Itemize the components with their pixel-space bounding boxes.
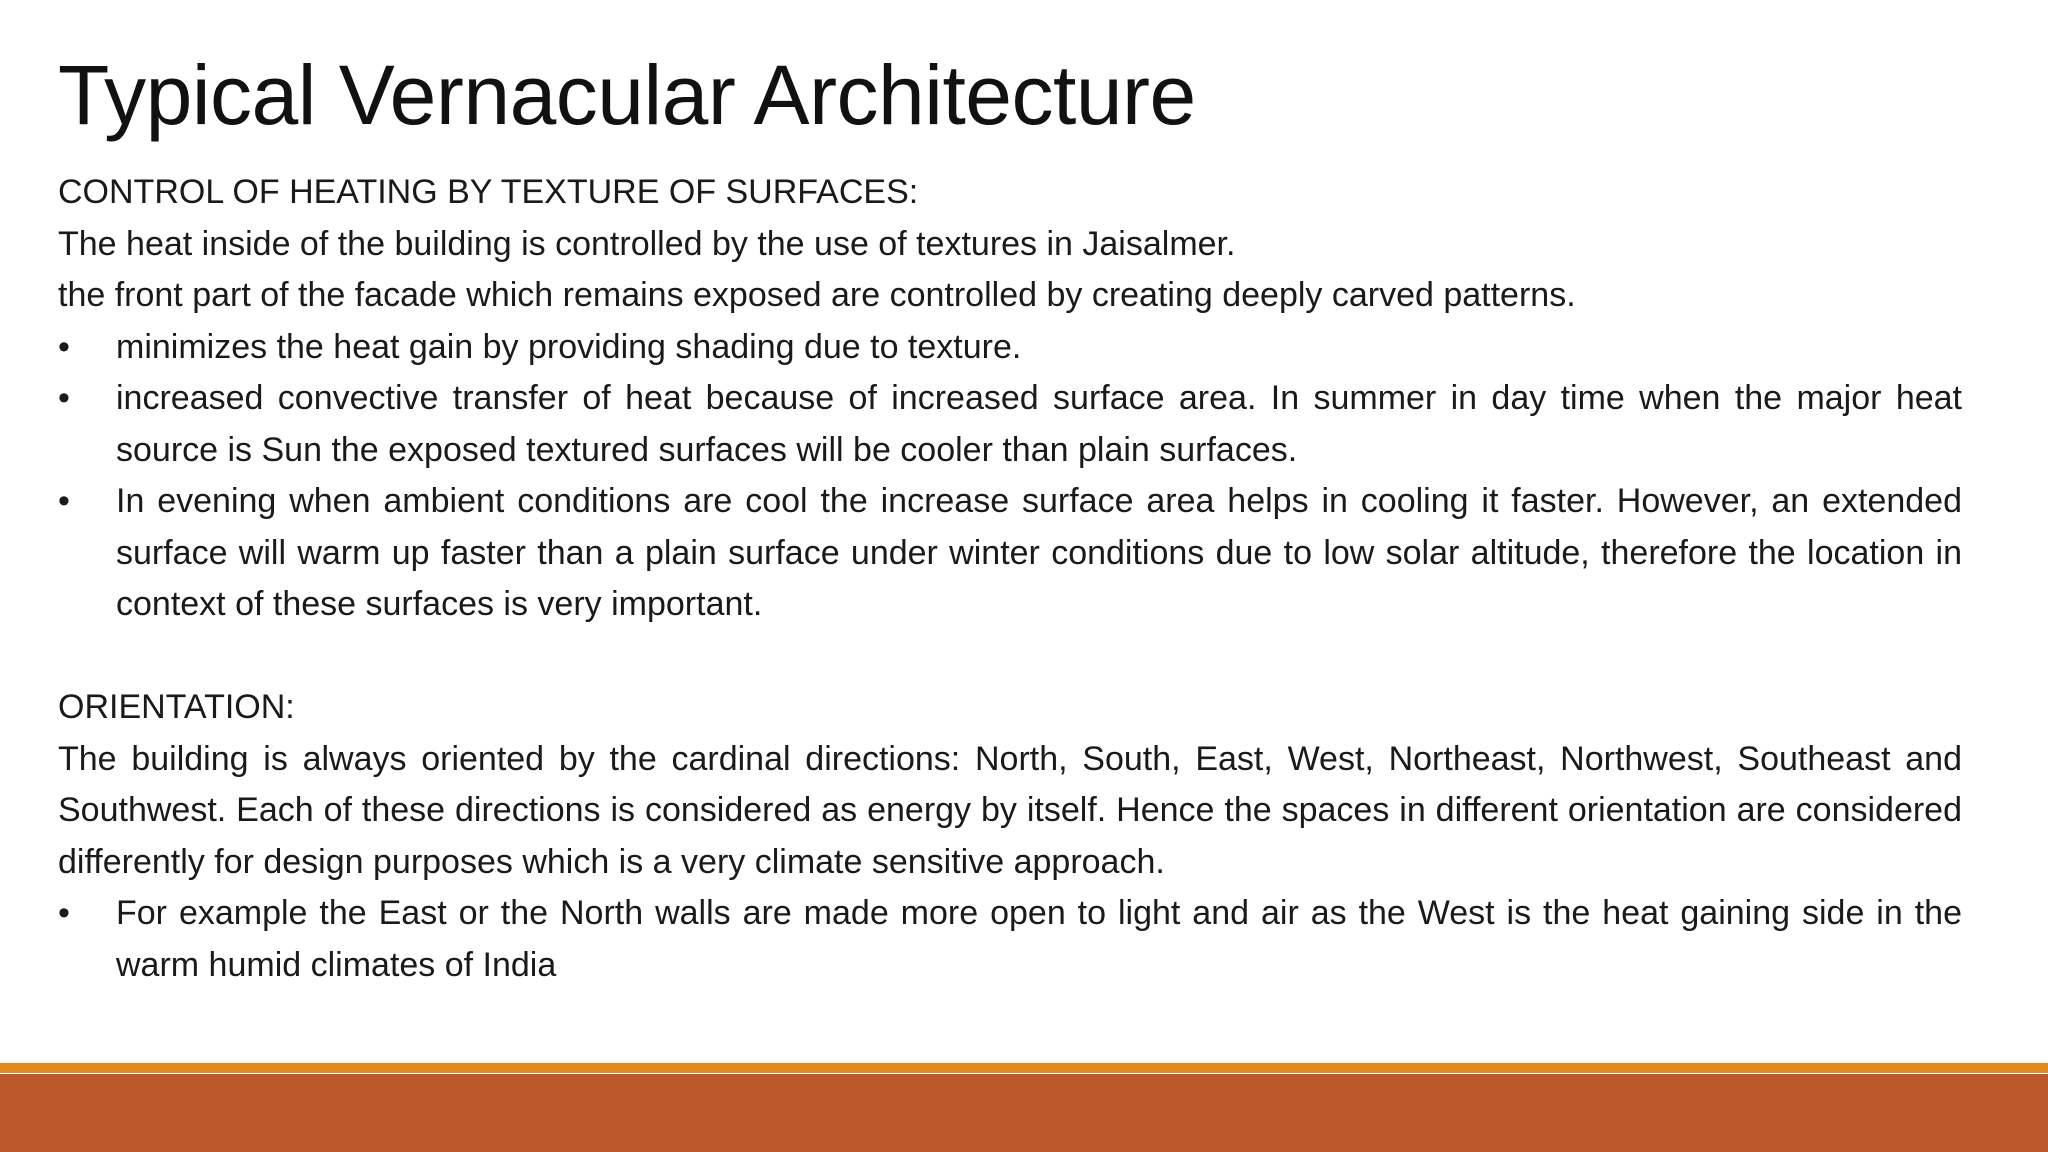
- footer-accent-line: [0, 1063, 2048, 1073]
- bullet-icon: •: [58, 379, 70, 417]
- list-item-text: For example the East or the North walls are made more open to light and air as the West is the heat gaining side in the warm humid climates of India: [116, 894, 1962, 984]
- list-item: [58, 322, 1962, 374]
- footer-bar: [0, 1074, 2048, 1152]
- body-line: the front part of the facade which remains exposed are controlled by creating deeply carved patterns.: [58, 276, 1576, 314]
- list-item: [58, 373, 1962, 476]
- body-line: The heat inside of the building is controlled by the use of textures in Jaisalmer.: [58, 224, 1236, 263]
- list-item-text: In evening when ambient conditions are cool the increase surface area helps in cooling it faster. However, an extended surface will warm up faster than a plain surface under winter conditions due to low solar altitude, therefore the location in context of these surfaces is very important.: [116, 482, 1962, 623]
- bullet-icon: •: [58, 894, 70, 932]
- bullet-icon: •: [58, 482, 70, 520]
- bullet-list-texture: [58, 322, 1962, 631]
- list-item-text: minimizes the heat gain by providing shading due to texture.: [116, 327, 1022, 366]
- spacer: [58, 631, 1962, 683]
- list-item: [58, 888, 1962, 991]
- body-paragraph: The building is always oriented by the cardinal directions: North, South, East, West, Northeast, Northwest, Southeast and Southwest. Each of these directions is considered as energy by itself. Hence the spaces in different orientation are considered differently for design purposes which is a very climate sensitive approach.: [58, 739, 1962, 881]
- list-item-text: increased convective transfer of heat because of increased surface area. In summer in day time when the major heat source is Sun the exposed textured surfaces will be cooler than plain surfaces.: [116, 379, 1962, 469]
- bullet-icon: •: [58, 327, 70, 366]
- list-item: [58, 476, 1962, 631]
- slide-body: [58, 167, 1962, 991]
- bullet-list-orientation: [58, 888, 1962, 991]
- section-heading-texture: CONTROL OF HEATING BY TEXTURE OF SURFACES:: [58, 173, 919, 211]
- slide-title: Typical Vernacular Architecture: [58, 48, 1196, 142]
- section-heading-orientation: ORIENTATION:: [58, 688, 295, 726]
